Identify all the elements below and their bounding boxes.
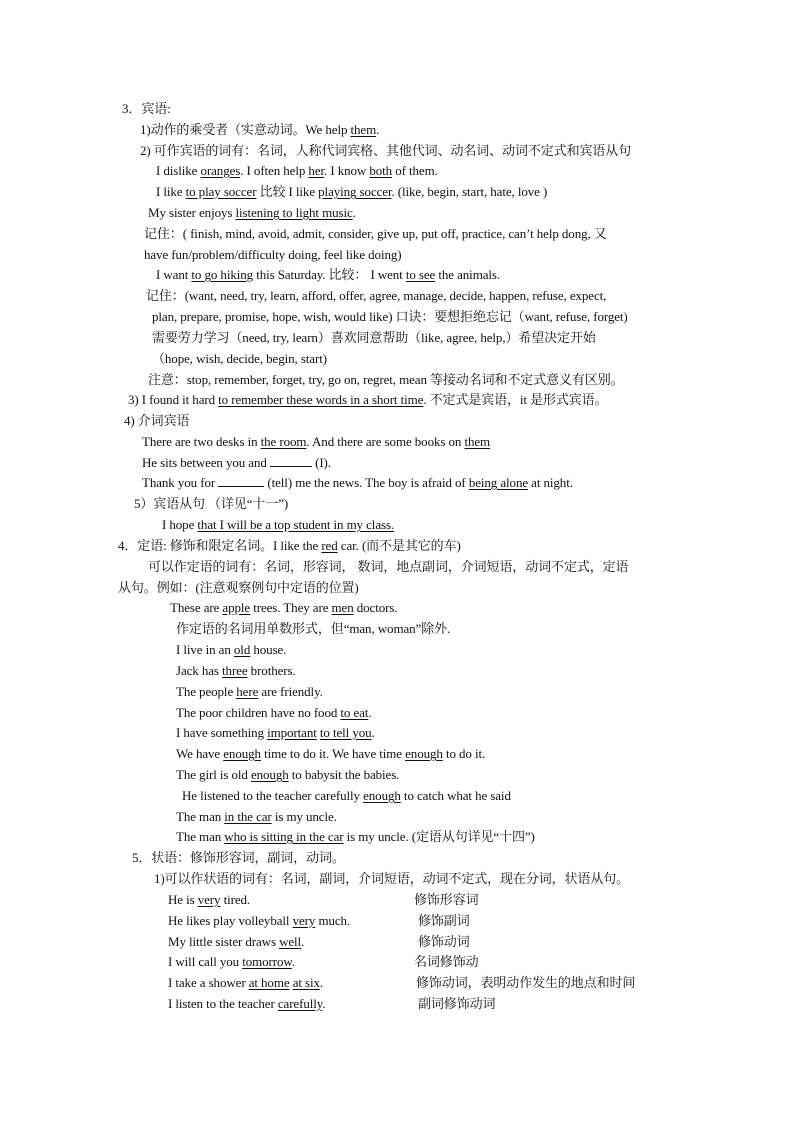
- text-segment: We have: [176, 746, 224, 761]
- text-segment: 修饰动词: [418, 934, 470, 949]
- text-segment: I listen to the teacher: [168, 996, 278, 1011]
- text-line: [142, 474, 573, 492]
- text-line: [156, 183, 547, 201]
- text-line: [140, 142, 631, 160]
- text-line: [418, 995, 495, 1013]
- underlined-text: apple: [222, 600, 251, 615]
- text-segment: .: [376, 122, 380, 137]
- text-segment: I live in an: [176, 642, 234, 657]
- text-segment: These are: [170, 600, 223, 615]
- text-line: [148, 204, 356, 222]
- text-segment: brothers.: [247, 663, 296, 678]
- text-line: [124, 412, 189, 430]
- text-segment: There are two desks in: [142, 434, 261, 449]
- text-segment: to babysit the babies.: [288, 767, 400, 782]
- text-segment: .: [319, 975, 324, 990]
- text-segment: 比较 I like: [256, 184, 319, 199]
- text-segment: I like: [156, 184, 186, 199]
- text-segment: 2) 可作宾语的词有：名词，人称代词宾格、其他代词、动名词、动词不定式和宾语从句: [140, 143, 632, 158]
- underlined-text: being alone: [468, 475, 529, 490]
- text-segment: 副词修饰动词: [418, 996, 496, 1011]
- underlined-text: enough: [363, 788, 401, 803]
- text-segment: I will call you: [168, 954, 243, 969]
- text-line: [168, 891, 250, 909]
- text-segment: 4．定语: 修饰和限定名词。I like the: [118, 538, 322, 553]
- underlined-text: to go hiking: [191, 267, 254, 282]
- text-segment: 5．状语：修饰形容词，副词，动词。: [132, 850, 345, 865]
- text-segment: plan, prepare, promise, hope, wish, would like) 口诀：要想拒绝忘记（want, refuse, forget): [152, 309, 628, 324]
- text-line: [176, 704, 371, 722]
- text-segment: 修饰动词，表明动作发生的地点和时间: [416, 975, 636, 990]
- text-segment: I have something: [176, 725, 268, 740]
- text-segment: 从句。例如：(注意观察例句中定语的位置): [118, 580, 359, 595]
- underlined-text: at home: [248, 975, 290, 990]
- text-line: [176, 620, 450, 638]
- text-line: [122, 100, 171, 118]
- text-segment: I hope: [162, 517, 198, 532]
- text-segment: much.: [315, 913, 351, 928]
- underlined-text: who is sitting in the car: [224, 829, 344, 844]
- underlined-text: three: [222, 663, 248, 678]
- underlined-text: well: [279, 934, 302, 949]
- text-segment: . And there are some books on: [306, 434, 465, 449]
- text-segment: He listened to the teacher carefully: [182, 788, 364, 803]
- underlined-text: that I will be a top student in my class.: [197, 517, 395, 532]
- text-line: [148, 558, 628, 576]
- text-segment: this Saturday. 比较： I went: [253, 267, 406, 282]
- text-segment: time to do it. We have time: [260, 746, 406, 761]
- text-line: [176, 662, 296, 680]
- underlined-text: enough: [223, 746, 261, 761]
- text-segment: tired.: [220, 892, 251, 907]
- underlined-text: men: [331, 600, 354, 615]
- text-segment: 注意：stop, remember, forget, try, go on, regret, mean 等接动名词和不定式意义有区别。: [148, 372, 624, 387]
- text-segment: My little sister draws: [168, 934, 280, 949]
- text-segment: have fun/problem/difficulty doing, feel like doing): [144, 247, 402, 262]
- text-line: [182, 787, 511, 805]
- text-segment: .: [352, 205, 356, 220]
- text-line: [162, 516, 394, 534]
- text-line: [176, 828, 535, 846]
- text-line: [140, 121, 379, 139]
- text-segment: I want: [156, 267, 192, 282]
- text-segment: .: [368, 705, 372, 720]
- text-line: [152, 308, 628, 326]
- text-line: [118, 537, 461, 555]
- underlined-text: tomorrow: [242, 954, 292, 969]
- text-segment: 可以作定语的词有：名词，形容词， 数词，地点副词，介词短语，动词不定式，定语: [148, 559, 629, 574]
- text-line: [168, 912, 350, 930]
- text-segment: The man: [176, 809, 225, 824]
- text-segment: I dislike: [156, 163, 201, 178]
- text-segment: .: [371, 725, 375, 740]
- text-line: [176, 745, 485, 763]
- text-line: [170, 599, 397, 617]
- text-segment: to catch what he said: [400, 788, 511, 803]
- text-segment: I take a shower: [168, 975, 249, 990]
- text-line: [176, 641, 286, 659]
- text-segment: (tell) me the news. The boy is afraid of: [264, 475, 469, 490]
- text-segment: 记住：( finish, mind, avoid, admit, consider, give up, put off, practice, can’t help dong, 又: [144, 226, 607, 241]
- text-line: [152, 329, 596, 347]
- text-line: [142, 433, 490, 451]
- text-line: [132, 849, 345, 867]
- text-segment: Thank you for: [142, 475, 219, 490]
- underlined-text: the room: [260, 434, 307, 449]
- text-segment: 3．宾语:: [122, 101, 171, 116]
- fill-in-blank: [270, 454, 312, 467]
- underlined-text: carefully: [277, 996, 323, 1011]
- text-line: [142, 454, 331, 472]
- underlined-text: listening to light music: [235, 205, 353, 220]
- text-line: [168, 933, 304, 951]
- text-line: [168, 995, 325, 1013]
- text-segment: trees. They are: [250, 600, 332, 615]
- text-segment: .: [322, 996, 326, 1011]
- text-line: [148, 371, 624, 389]
- underlined-text: old: [233, 642, 251, 657]
- underlined-text: red: [321, 538, 338, 553]
- text-segment: 需要劳力学习（need, try, learn）喜欢同意帮助（like, agree, help,）希望决定开始: [152, 330, 596, 345]
- text-segment: .: [291, 954, 296, 969]
- text-line: [144, 225, 607, 243]
- text-line: [416, 974, 635, 992]
- underlined-text: at six: [292, 975, 320, 990]
- text-segment: . I know: [324, 163, 370, 178]
- text-line: [414, 953, 479, 971]
- text-line: [176, 683, 323, 701]
- text-line: [154, 870, 629, 888]
- underlined-text: to tell you: [319, 725, 372, 740]
- text-line: [146, 287, 606, 305]
- underlined-text: enough: [250, 767, 289, 782]
- text-segment: (I).: [311, 455, 331, 470]
- text-line: [418, 912, 470, 930]
- text-line: [176, 808, 337, 826]
- text-line: [156, 162, 438, 180]
- text-segment: 修饰形容词: [414, 892, 479, 907]
- text-segment: 修饰副词: [418, 913, 470, 928]
- text-segment: Jack has: [176, 663, 223, 678]
- text-segment: . (like, begin, start, hate, love ): [391, 184, 548, 199]
- text-segment: My sister enjoys: [148, 205, 236, 220]
- text-line: [118, 579, 359, 597]
- underlined-text: oranges: [200, 163, 241, 178]
- text-segment: The poor children have no food: [176, 705, 341, 720]
- text-segment: at night.: [528, 475, 573, 490]
- text-segment: He sits between you and: [142, 455, 270, 470]
- underlined-text: to see: [405, 267, 436, 282]
- underlined-text: here: [236, 684, 259, 699]
- text-segment: The girl is old: [176, 767, 251, 782]
- text-segment: The man: [176, 829, 225, 844]
- underlined-text: to play soccer: [185, 184, 257, 199]
- underlined-text: both: [369, 163, 393, 178]
- text-line: [168, 953, 295, 971]
- text-segment: He likes play volleyball: [168, 913, 293, 928]
- underlined-text: to remember these words in a short time: [218, 392, 424, 407]
- text-segment: 名词修饰动: [414, 954, 479, 969]
- text-line: [176, 724, 375, 742]
- text-segment: 1)可以作状语的词有：名词，副词，介词短语，动词不定式，现在分词，状语从句。: [154, 871, 630, 886]
- text-segment: 作定语的名词用单数形式，但“man, woman”除外.: [176, 621, 451, 636]
- underlined-text: important: [267, 725, 317, 740]
- underlined-text: them: [350, 122, 377, 137]
- underlined-text: very: [292, 913, 316, 928]
- text-segment: 5）宾语从句 （详见“十一”): [134, 496, 289, 511]
- text-segment: car. (而不是其它的车): [337, 538, 461, 553]
- underlined-text: her: [308, 163, 325, 178]
- text-segment: house.: [250, 642, 287, 657]
- text-line: [414, 891, 479, 909]
- text-segment: 3) I found it hard: [128, 392, 219, 407]
- text-segment: 4) 介词宾语: [124, 413, 190, 428]
- text-line: [176, 766, 399, 784]
- fill-in-blank: [218, 474, 264, 487]
- text-line: [168, 974, 323, 992]
- text-segment: （hope, wish, decide, begin, start): [152, 351, 327, 366]
- text-segment: The people: [176, 684, 237, 699]
- text-segment: doctors.: [353, 600, 398, 615]
- text-segment: . 不定式是宾语，it 是形式宾语。: [423, 392, 608, 407]
- underlined-text: enough: [405, 746, 443, 761]
- underlined-text: very: [197, 892, 221, 907]
- text-line: [134, 495, 288, 513]
- underlined-text: in the car: [224, 809, 272, 824]
- text-segment: He is: [168, 892, 198, 907]
- text-segment: 1)动作的乘受者（实意动词。We help: [140, 122, 351, 137]
- text-segment: to do it.: [442, 746, 486, 761]
- text-line: [144, 246, 401, 264]
- text-line: [156, 266, 500, 284]
- underlined-text: to eat: [340, 705, 369, 720]
- text-segment: . I often help: [240, 163, 309, 178]
- underlined-text: them: [464, 434, 491, 449]
- text-line: [418, 933, 470, 951]
- text-segment: the animals.: [435, 267, 501, 282]
- underlined-text: playing soccer: [318, 184, 392, 199]
- text-segment: is my uncle. (定语从句详见“十四”): [343, 829, 535, 844]
- text-segment: 记住：(want, need, try, learn, afford, offer, agree, manage, decide, happen, refuse, expect,: [146, 288, 607, 303]
- text-line: [128, 391, 608, 409]
- text-segment: of them.: [392, 163, 438, 178]
- text-segment: are friendly.: [258, 684, 323, 699]
- text-line: [152, 350, 327, 368]
- text-segment: is my uncle.: [271, 809, 337, 824]
- text-segment: .: [301, 934, 305, 949]
